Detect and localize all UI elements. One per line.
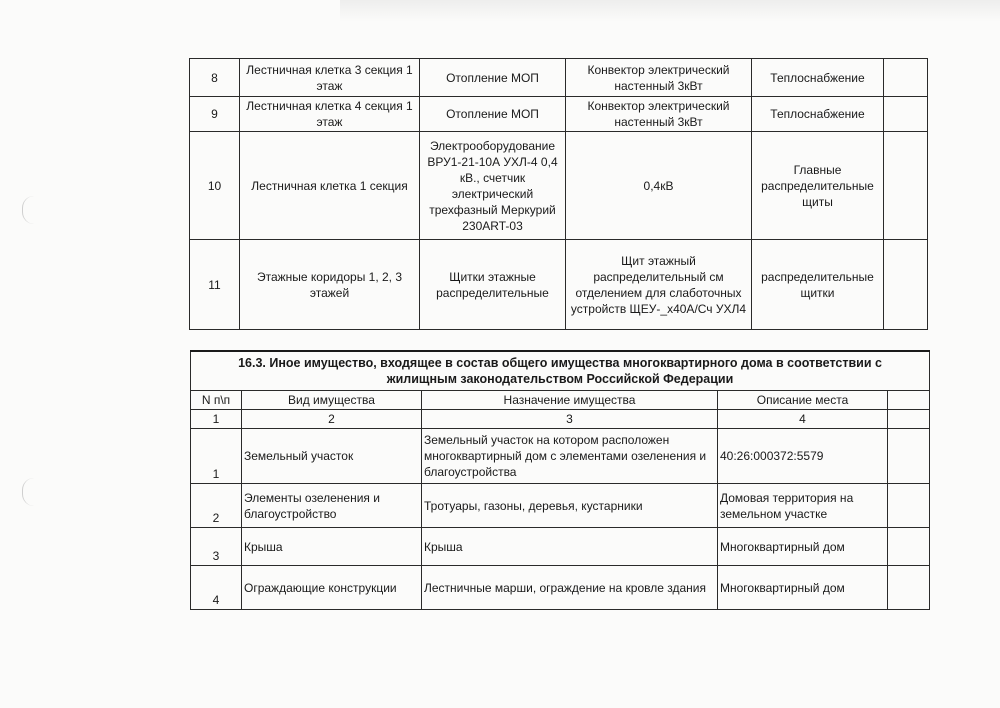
empty-cell (884, 59, 928, 97)
row-number: 11 (190, 240, 240, 330)
header-row (191, 391, 930, 410)
equipment-cell: Конвектор электрический настенный 3кВт (566, 97, 752, 132)
system-cell: Главные распределительные щиты (752, 132, 884, 240)
purpose-cell: Тротуары, газоны, деревья, кустарники (422, 484, 718, 528)
empty-cell (884, 97, 928, 132)
column-number: 2 (242, 410, 422, 429)
purpose-cell: Электрооборудование ВРУ1-21-10А УХЛ-4 0,4 кВ., счетчик электрический трехфазный Меркурий 230ART-03 (420, 132, 566, 240)
empty-cell (888, 429, 930, 484)
location-cell: Многоквартирный дом (718, 528, 888, 566)
section-title-row (191, 351, 930, 391)
table-row (191, 528, 930, 566)
system-cell: распределительные щитки (752, 240, 884, 330)
empty-cell (884, 240, 928, 330)
column-number: 3 (422, 410, 718, 429)
column-number-row (191, 410, 930, 429)
place-cell: Этажные коридоры 1, 2, 3 этажей (240, 240, 420, 330)
header-location: Описание места (718, 391, 888, 410)
kind-cell: Ограждающие конструкции (242, 566, 422, 610)
equipment-cell: Конвектор электрический настенный 3кВт (566, 59, 752, 97)
purpose-cell: Отопление МОП (420, 59, 566, 97)
place-cell: Лестничная клетка 1 секция (240, 132, 420, 240)
header-purpose: Назначение имущества (422, 391, 718, 410)
empty-cell (888, 528, 930, 566)
purpose-cell: Крыша (422, 528, 718, 566)
equipment-cell: Щит этажный распределительный см отделением для слаботочных устройств ЩЕУ-_х40А/Сч УХЛ4 (566, 240, 752, 330)
row-number: 8 (190, 59, 240, 97)
system-cell: Теплоснабжение (752, 59, 884, 97)
purpose-cell: Отопление МОП (420, 97, 566, 132)
location-cell: 40:26:000372:5579 (718, 429, 888, 484)
kind-cell: Земельный участок (242, 429, 422, 484)
scan-shadow (340, 0, 1000, 22)
empty-cell (888, 410, 930, 429)
empty-cell (888, 566, 930, 610)
column-number: 4 (718, 410, 888, 429)
table-row (191, 566, 930, 610)
purpose-cell: Щитки этажные распределительные (420, 240, 566, 330)
header-kind: Вид имущества (242, 391, 422, 410)
section-title: 16.3. Иное имущество, входящее в состав общего имущества многоквартирного дома в соответствии с жилищным законодательством Российской Федерации (191, 351, 930, 391)
row-number: 1 (191, 429, 242, 484)
empty-cell (884, 132, 928, 240)
table-row (190, 97, 928, 132)
equipment-cell: 0,4кВ (566, 132, 752, 240)
row-number: 10 (190, 132, 240, 240)
purpose-cell: Лестничные марши, ограждение на кровле здания (422, 566, 718, 610)
table-row (190, 59, 928, 97)
other-property-table (190, 350, 930, 610)
location-cell: Многоквартирный дом (718, 566, 888, 610)
row-number: 9 (190, 97, 240, 132)
table-row (191, 484, 930, 528)
equipment-table (189, 58, 928, 330)
punch-hole-top (22, 196, 35, 224)
row-number: 3 (191, 528, 242, 566)
location-cell: Домовая территория на земельном участке (718, 484, 888, 528)
punch-hole-bottom (22, 478, 35, 506)
column-number: 1 (191, 410, 242, 429)
kind-cell: Крыша (242, 528, 422, 566)
purpose-cell: Земельный участок на котором расположен многоквартирный дом с элементами озеленения и благоустройства (422, 429, 718, 484)
place-cell: Лестничная клетка 4 секция 1 этаж (240, 97, 420, 132)
row-number: 4 (191, 566, 242, 610)
empty-cell (888, 391, 930, 410)
row-number: 2 (191, 484, 242, 528)
empty-cell (888, 484, 930, 528)
table-row (190, 240, 928, 330)
system-cell: Теплоснабжение (752, 97, 884, 132)
kind-cell: Элементы озеленения и благоустройство (242, 484, 422, 528)
table-row (191, 429, 930, 484)
table-row (190, 132, 928, 240)
header-number: N п\п (191, 391, 242, 410)
place-cell: Лестничная клетка 3 секция 1 этаж (240, 59, 420, 97)
